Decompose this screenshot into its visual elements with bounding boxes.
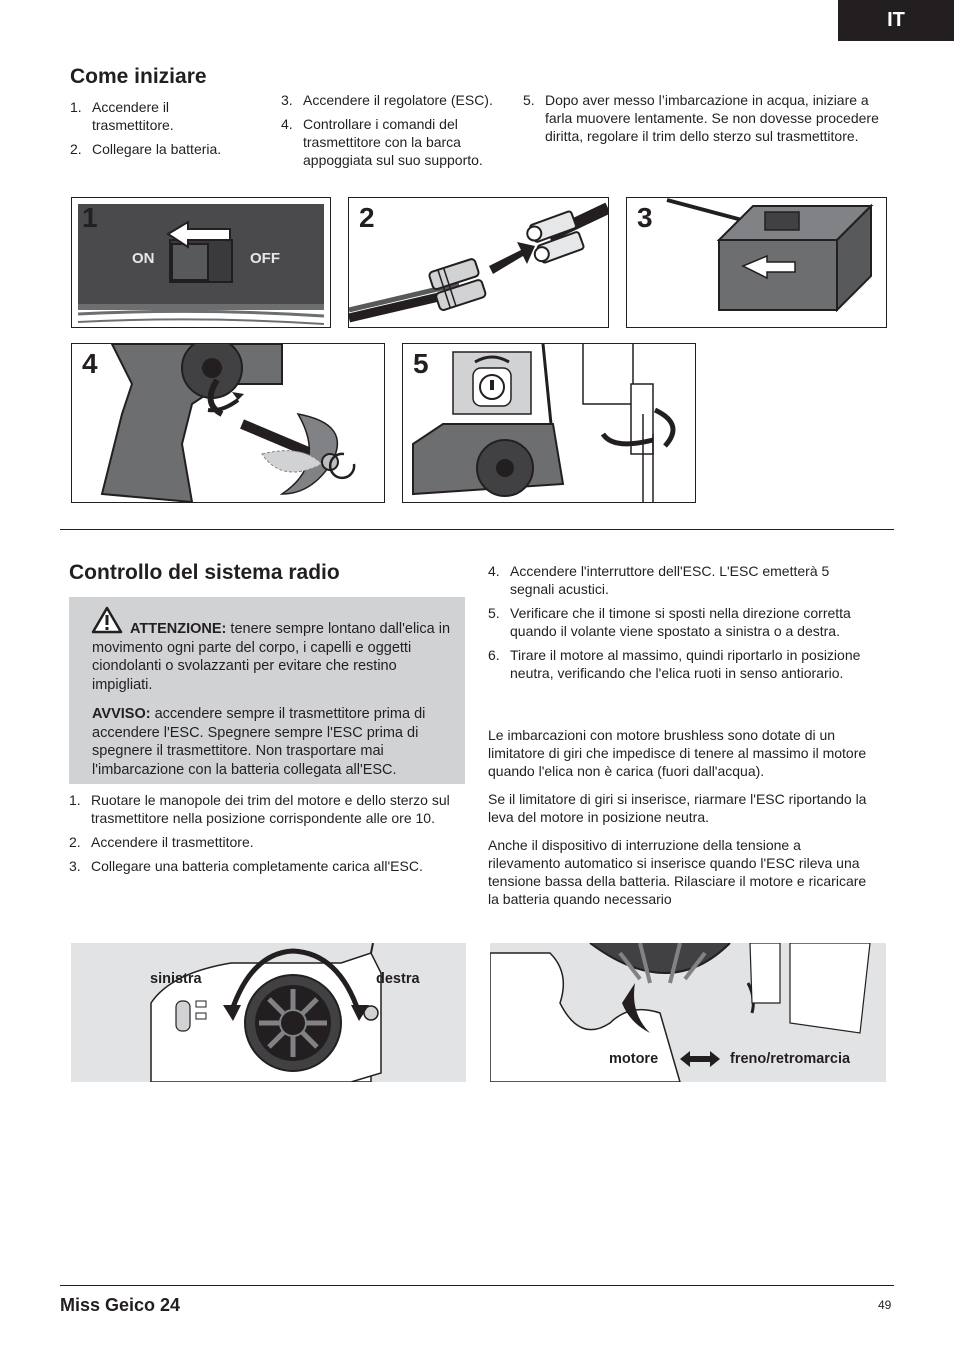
figure-1-switch <box>71 197 331 328</box>
list-item: 3. Collegare una batteria completamente carica all'ESC. <box>69 858 423 874</box>
figure-5-steering-trim <box>402 343 696 503</box>
paragraph-riarmare: Se il limitatore di giri si inserisce, riarmare l'ESC riportando la leva del motore in posizione neutra. <box>488 791 867 825</box>
list-item: 5. Verificare che il timone si sposti nella direzione corretta quando il volante viene spostato a sinistra o a destra. <box>488 605 851 639</box>
footer-product-title: Miss Geico 24 <box>60 1295 181 1315</box>
off-label: OFF <box>250 250 280 267</box>
radio-steps-right <box>488 562 868 688</box>
page-number: 49 <box>878 1298 892 1312</box>
figure-steering-wheel <box>71 943 466 1082</box>
figure-number: 4 <box>82 348 98 379</box>
section-divider <box>60 529 894 530</box>
list-item: 3. Accendere il regolatore (ESC). <box>281 92 493 108</box>
list-item: 2. Collegare la batteria. <box>70 141 222 157</box>
radio-steps-left <box>69 791 459 881</box>
section-title-controllo: Controllo del sistema radio <box>69 561 340 584</box>
list-item: 4. Controllare i comandi del trasmettitore con la barca appoggiata sul suo supporto. <box>281 116 483 168</box>
figure-number: 1 <box>82 202 98 233</box>
list-item: 6. Tirare il motore al massimo, quindi riportarlo in posizione neutra, verificando che l'elica ruoti in senso antiorario. <box>488 647 861 681</box>
steps-list-col3 <box>523 91 891 151</box>
list-item: 1. Ruotare le manopole dei trim del motore e dello sterzo sul trasmettitore nella posizione corrispondente alle ore 10. <box>69 792 450 826</box>
figure-number: 3 <box>637 202 653 233</box>
left-label: sinistra <box>150 971 202 987</box>
figure-4-transmitter-propeller <box>71 343 385 503</box>
footer-divider <box>60 1285 894 1286</box>
figure-number: 2 <box>359 202 375 233</box>
throttle-label: motore <box>609 1051 659 1067</box>
list-item: 5. Dopo aver messo l’imbarcazione in acqua, iniziare a farla muovere lentamente. Se non dovesse procedere diritta, regolare il trim dello sterzo sul trasmettitore. <box>523 92 879 144</box>
figure-2-battery-connection <box>348 197 609 328</box>
on-label: ON <box>132 250 155 267</box>
list-item: 1. Accendere il trasmettitore. <box>70 99 174 133</box>
warning-text: ATTENZIONE: tenere sempre lontano dall'elica in movimento ogni parte del corpo, i capelli e oggetti ciondolanti o svolazzanti per evitare che restino impigliati. <box>92 621 451 693</box>
notice-text: AVVISO: accendere sempre il trasmettitore prima di accendere l'ESC. Spegnere sempre l'ESC prima di spegnere il trasmettitore. Non trasportare mai l'imbarcazione con la batteria collegata all'ESC. <box>92 706 426 778</box>
steps-list-col2 <box>281 91 521 175</box>
language-tab: IT <box>838 0 954 41</box>
paragraph-tensione: Anche il dispositivo di interruzione della tensione a rilevamento automatico si inserisce quando l'ESC rileva una tensione bassa della batteria. Rilasciare il motore e ricaricare la batteria quando necessario <box>488 837 867 907</box>
section-title-come-iniziare: Come iniziare <box>70 65 207 88</box>
list-item: 2. Accendere il trasmettitore. <box>69 834 254 850</box>
figure-number: 5 <box>413 348 429 379</box>
figure-throttle-trigger <box>490 943 886 1082</box>
steps-list-col1 <box>70 98 245 164</box>
list-item: 4. Accendere l'interruttore dell'ESC. L'ESC emetterà 5 segnali acustici. <box>488 563 830 597</box>
right-label: destra <box>376 971 420 987</box>
figure-3-esc-switch <box>626 197 887 328</box>
warning-box <box>69 597 465 784</box>
paragraph-limitatore: Le imbarcazioni con motore brushless sono dotate di un limitatore di giri che impedisce di tenere al massimo il motore quando l'elica non è carica (fuori dall'acqua). <box>488 727 867 779</box>
brake-label: freno/retromarcia <box>730 1051 851 1067</box>
